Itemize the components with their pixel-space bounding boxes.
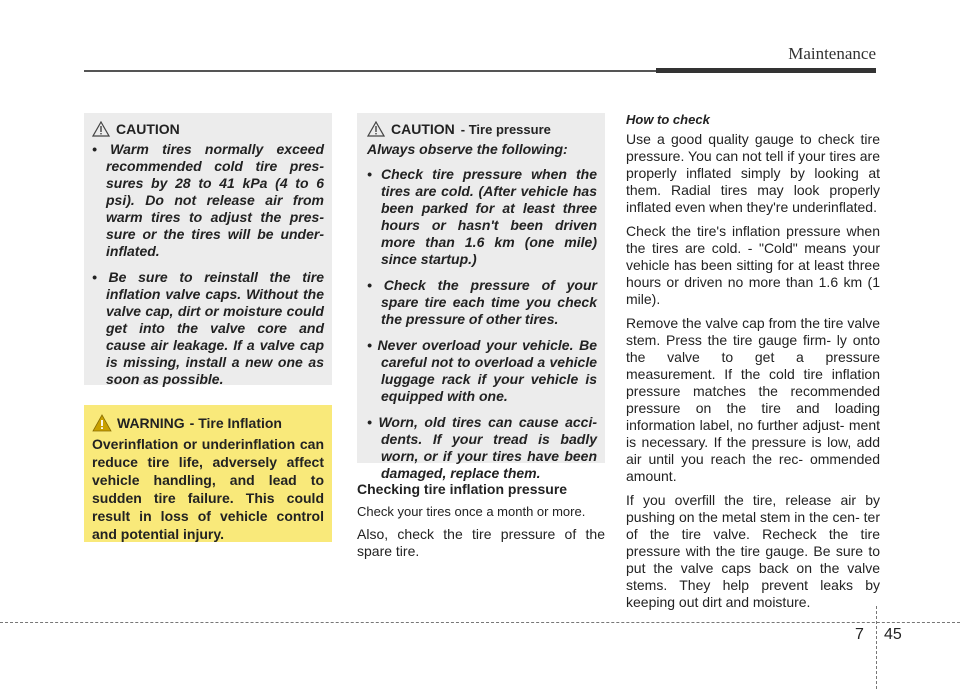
how-to-check-heading: How to check — [626, 112, 710, 127]
caution-bullet: • Warm tires normally exceed recommended cold tire pres- sures by 28 to 41 kPa (4 to 6 psi). Do not release air from warm tires to adjust the pres- sure or the tires will be under- inflated. — [92, 141, 324, 259]
how-to-check-paragraph: Use a good quality gauge to check tire pressure. You can not tell if your tires are properly inflated simply by looking at them. Radial tires may look properly inflated even when they're underinflated. — [626, 131, 880, 215]
caution-bullet: • Worn, old tires can cause acci- dents. If your tread is badly worn, or if your tires have been damaged, replace them. — [367, 414, 597, 481]
warning-body: Overinflation or underinflation can reduce tire life, adversely affect vehicle handling, and lead to sudden tire failure. This could result in loss of vehicle control and potential injury. — [92, 436, 324, 542]
how-to-check-paragraph: Check the tire's inflation pressure when the tires are cold. - "Cold" means your vehicle has been sitting for at least three hours or driven no more than 1.6 km (1 mile). — [626, 223, 880, 307]
caution-box-tire-pressure — [357, 113, 605, 481]
caution-label: CAUTION — [116, 121, 180, 137]
checking-section — [357, 481, 605, 566]
footer-divider — [876, 606, 877, 689]
caution-label: CAUTION — [391, 121, 455, 137]
checking-paragraph: Check your tires once a month or more. — [357, 504, 586, 519]
caution-bullet: • Check the pressure of your spare tire each time you check the pressure of other tires. — [367, 277, 597, 327]
warning-triangle-icon — [92, 414, 112, 432]
warning-label: WARNING — [117, 415, 185, 431]
caution-bullet: • Be sure to reinstall the tire inflation valve caps. Without the valve cap, dirt or moisture could get into the valve core and cause air leakage. If a valve cap is missing, install a new one as soon as possible. — [92, 269, 324, 387]
footer-rule — [0, 622, 960, 623]
how-to-check-section — [626, 112, 880, 618]
how-to-check-paragraph: Remove the valve cap from the tire valve stem. Press the tire gauge firm- ly onto the valve to get a pressure measurement. If the cold tire inflation pressure matches the recommended pressure on the tire and loading information label, no further adjust- ment is necessary. If the pressure is low, add air until you reach the rec- ommended amount. — [626, 315, 880, 484]
caution-subtitle: - Tire pressure — [460, 121, 551, 137]
warning-box-tire-inflation — [84, 405, 332, 542]
checking-heading: Checking tire inflation pressure — [357, 481, 568, 497]
warning-subtitle: - Tire Inflation — [189, 415, 282, 431]
warning-title — [92, 414, 324, 432]
page-number: 45 — [884, 626, 902, 643]
caution-bullet: • Never overload your vehicle. Be careful not to overload a vehicle luggage rack if your vehicle is equipped with one. — [367, 337, 597, 404]
checking-paragraph: Also, check the tire pressure of the spare tire. — [357, 526, 605, 559]
caution-intro: Always observe the following: — [367, 141, 568, 157]
chapter-number: 7 — [855, 626, 864, 643]
caution-bullet: • Check tire pressure when the tires are cold. (After vehicle has been parked for at least three hours or hasn't been driven more than 1.6 km (one mile) since startup.) — [367, 166, 597, 267]
caution-box-warm-tires — [84, 113, 332, 385]
caution-title — [367, 121, 597, 137]
header-accent-bar — [656, 68, 876, 73]
caution-triangle-icon — [92, 121, 110, 137]
header-rule — [84, 70, 656, 72]
section-title: Maintenance — [788, 44, 876, 63]
caution-title — [92, 121, 324, 137]
how-to-check-paragraph: If you overfill the tire, release air by pushing on the metal stem in the cen- ter of the tire valve. Recheck the tire pressure with the tire gauge. Be sure to put the valve caps back on the valve stems. They help prevent leaks by keeping out dirt and moisture. — [626, 492, 880, 610]
caution-triangle-icon — [367, 121, 385, 137]
